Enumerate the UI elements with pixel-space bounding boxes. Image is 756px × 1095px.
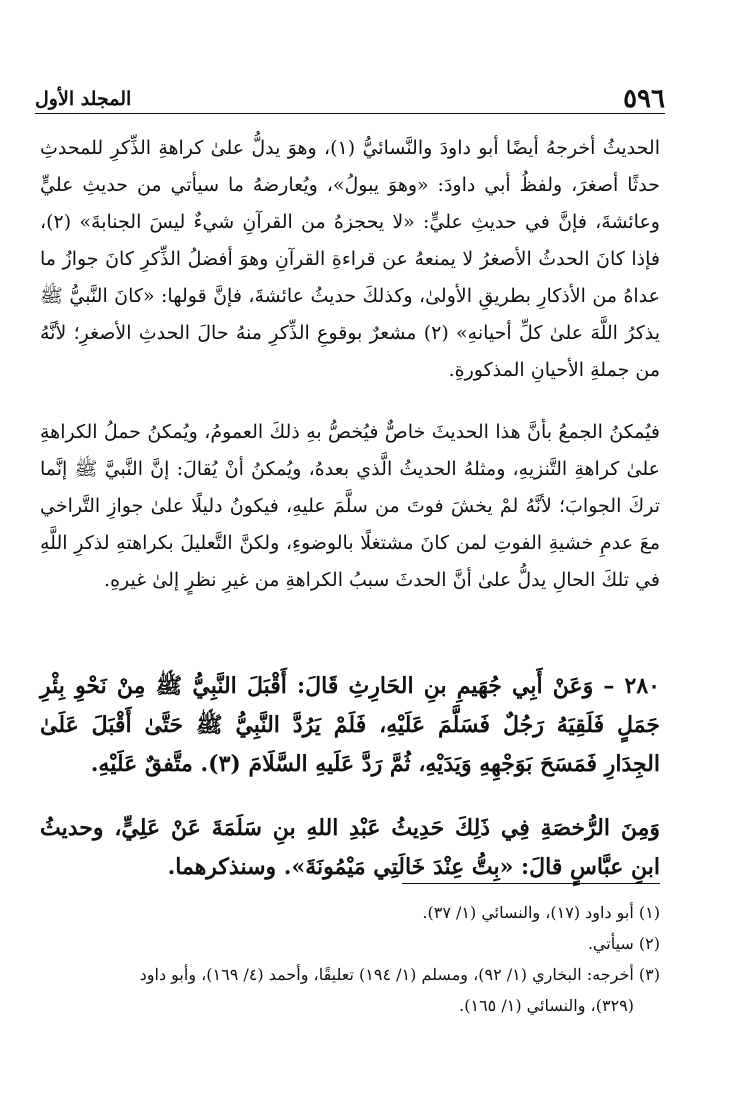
footnotes <box>40 897 660 1021</box>
footnote-divider <box>402 883 660 884</box>
volume-title: المجلد الأول <box>35 88 132 110</box>
commentary-text-2: فيُمكنُ الجمعُ بأنَّ هذا الحديثَ خاصٌّ فيُخصُّ بهِ ذلكَ العمومُ، ويُمكنُ حملُ الكراهةِ علىٰ كراهةِ التَّنزيهِ، ومثلهُ الحديثُ الَّذي بعدهُ، ويُمكنُ أنْ يُقالَ: إنَّ النَّبيَّ ﷺ إنَّما تركَ الجوابَ؛ لأنَّهُ لمْ يخشَ فوتَ من سلَّمَ عليهِ، فيكونُ دليلًا علىٰ جوازِ التَّراخي معَ عدمِ خشيةِ الفوتِ لمن كانَ مشتغلًا بالوضوءِ، ولكنَّ التَّعليلَ بكراهتهِ لذكرِ اللَّهِ في تلكَ الحالِ يدلُّ علىٰ أنَّ الحدثَ سببُ الكراهةِ من غيرِ نظرٍ إلىٰ غيرهِ. <box>40 421 660 591</box>
footnote-label: (١) <box>638 903 660 922</box>
concession-text: وَمِنَ الرُّخصَةِ فِي ذَلِكَ حَدِيثُ عَبْدِ اللهِ بنِ سَلَمَةَ عَنْ عَلِيٍّ، وحديثُ ابنِ عبَّاسٍ قالَ: «بِتُّ عِنْدَ خَالَتِي مَيْمُونَةَ». وسنذكرهما. <box>40 815 660 880</box>
concession-paragraph <box>40 787 660 909</box>
commentary-paragraph-1 <box>40 130 660 389</box>
page-header <box>35 70 665 114</box>
footnote-2 <box>40 928 660 959</box>
page-number: ٥٩٦ <box>623 84 665 114</box>
commentary-paragraph-2 <box>40 414 660 599</box>
header-divider <box>35 113 665 114</box>
footnote-label: (٢) <box>638 934 660 953</box>
footnote-text: أخرجه: البخاري (١/ ٩٢)، ومسلم (١/ ١٩٤) تعليقًا، وأحمد (٤/ ١٦٩)، وأبو داود <box>139 965 634 984</box>
footnote-text: سيأتي. <box>587 934 634 953</box>
footnote-1 <box>40 897 660 928</box>
footnote-text: أبو داود (١٧)، والنسائي (١/ ٣٧). <box>422 903 634 922</box>
footnote-3 <box>40 959 660 990</box>
footnote-3-continuation: (٣٢٩)، والنسائي (١/ ١٦٥). <box>459 996 634 1015</box>
hadith-280 <box>40 645 660 806</box>
hadith-280-text: ٢٨٠ – وَعَنْ أَبِي جُهَيمِ بنِ الحَارِثِ قَالَ: أَقْبَلَ النَّبِيُّ ﷺ مِنْ نَحْوِ بِئْرِ جَمَلٍ فَلَقِيَهُ رَجُلٌ فَسَلَّمَ عَلَيْهِ، فَلَمْ يَرُدَّ النَّبِيُّ ﷺ حَتَّىٰ أَقْبَلَ عَلَىٰ الجِدَارِ فَمَسَحَ بَوَجْهِهِ وَيَدَيْهِ، ثُمَّ رَدَّ عَلَيهِ السَّلَامَ (٣). متَّفقٌ عَلَيْهِ. <box>40 673 660 777</box>
commentary-text-1: الحديثُ أخرجهُ أيضًا أبو داودَ والنَّسائيُّ (١)، وهوَ يدلُّ علىٰ كراهةِ الذِّكرِ للمحدثِ حدثًا أصغرَ، ولفظُ أبي داودَ: «وهوَ يبولُ»، ويُعارضهُ ما سيأتي من حديثِ عليٍّ وعائشةَ، فإنَّ في حديثِ عليٍّ: «لا يحجزهُ من القرآنِ شيءٌ ليسَ الجنابةَ» (٢)، فإذا كانَ الحدثُ الأصغرُ لا يمنعهُ عن قراءةِ القرآنِ وهوَ أفضلُ الذِّكرِ كانَ جوازُ ما عداهُ من الأذكارِ بطريقِ الأولىٰ، وكذلكَ حديثُ عائشةَ، فإنَّ قولها: «كانَ النَّبيُّ ﷺ يذكرُ اللَّهَ علىٰ كلِّ أحيانهِ» (٢) مشعرٌ بوقوعِ الذِّكرِ منهُ حالَ الحدثِ الأصغرِ؛ لأنَّهُ من جملةِ الأحيانِ المذكورةِ. <box>40 137 660 381</box>
footnote-label: (٣) <box>638 965 660 984</box>
